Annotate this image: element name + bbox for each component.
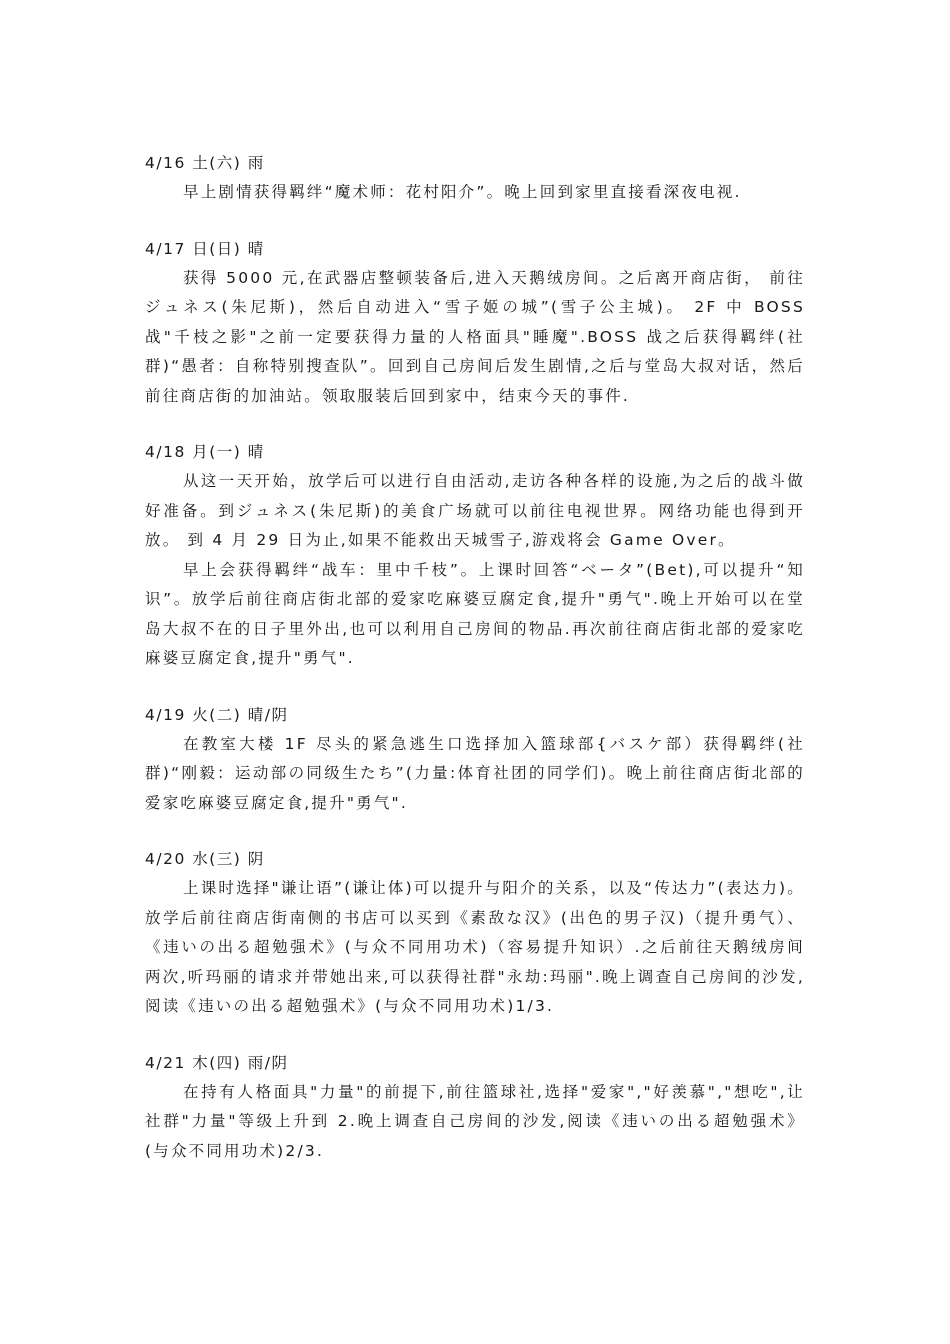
entry-paragraph: 早上会获得羁绊“战车：里中千枝”。上课时回答“ベータ”(Bet),可以提升“知识”。放学后前往商店街北部的爱家吃麻婆豆腐定食,提升"勇气".晚上开始可以在堂岛大叔不在的日子里外出,也可以利用自己房间的物品.再次前往商店街北部的爱家吃麻婆豆腐定食,提升"勇气". [145,560,805,667]
entry-paragraph: 获得 5000 元,在武器店整顿装备后,进入天鹅绒房间。之后离开商店街， 前往ジュネス(朱尼斯)，然后自动进入“雪子姬の城”(雪子公主城)。 2F 中 BOSS 战"千枝之影"之前一定要获得力量的人格面具"睡魔".BOSS 战之后获得羁绊(社群)“愚者：自称特别搜查队”。回到自己房间后发生剧情,之后与堂岛大叔对话，然后前往商店街的加油站。领取服装后回到家中，结束今天的事件. [145,268,805,405]
entry-paragraph: 在持有人格面具"力量"的前提下,前往篮球社,选择"爱家","好羡慕","想吃",让社群"力量"等级上升到 2.晚上调查自己房间的沙发,阅读《违いの出る超勉强术》(与众不同用功术)2/3. [145,1082,805,1160]
diary-entry-0416 [145,148,805,208]
diary-entry-0419 [145,700,805,819]
entry-paragraph: 在教室大楼 1F 尽头的紧急逃生口选择加入篮球部{バスケ部）获得羁绊(社群)“刚毅：运动部の同级生たち”(力量:体育社团的同学们)。晚上前往商店街北部的爱家吃麻婆豆腐定食,提升"勇气". [145,734,805,812]
diary-entry-0417 [145,234,805,412]
diary-entry-0420 [145,844,805,1022]
entry-date: 4/19 火(二) 晴/阴 [145,705,289,724]
entry-date: 4/20 水(三) 阴 [145,850,265,868]
entry-date: 4/16 土(六) 雨 [145,154,265,172]
entry-paragraph: 早上剧情获得羁绊“魔术师：花村阳介”。晚上回到家里直接看深夜电视. [183,183,742,201]
entry-date: 4/17 日(日) 晴 [145,239,265,258]
entry-paragraph: 从这一天开始，放学后可以进行自由活动,走访各种各样的设施,为之后的战斗做好准备。到ジュネス(朱尼斯)的美食广场就可以前往电视世界。网络功能也得到开放。 到 4 月 29 日为止,如果不能救出天城雪子,游戏将会 Game Over。 [145,472,805,549]
diary-entry-0421 [145,1048,805,1167]
entry-paragraph: 上课时选择"谦让语”(谦让体)可以提升与阳介的关系，以及“传达力”(表达力)。放学后前往商店街南侧的书店可以买到《素敌な汉》(出色的男子汉)（提升勇气）、《违いの出る超勉强术》(与众不同用功术)（容易提升知识）.之后前往天鹅绒房间两次,听玛丽的请求并带她出来,可以获得社群"永劫:玛丽".晚上调查自己房间的沙发,阅读《违いの出る超勉强术》(与众不同用功术)1/3. [145,879,805,1015]
document-page [145,148,805,1192]
diary-entry-0418 [145,437,805,674]
entry-date: 4/18 月(一) 晴 [145,443,265,461]
entry-date: 4/21 木(四) 雨/阴 [145,1053,289,1072]
